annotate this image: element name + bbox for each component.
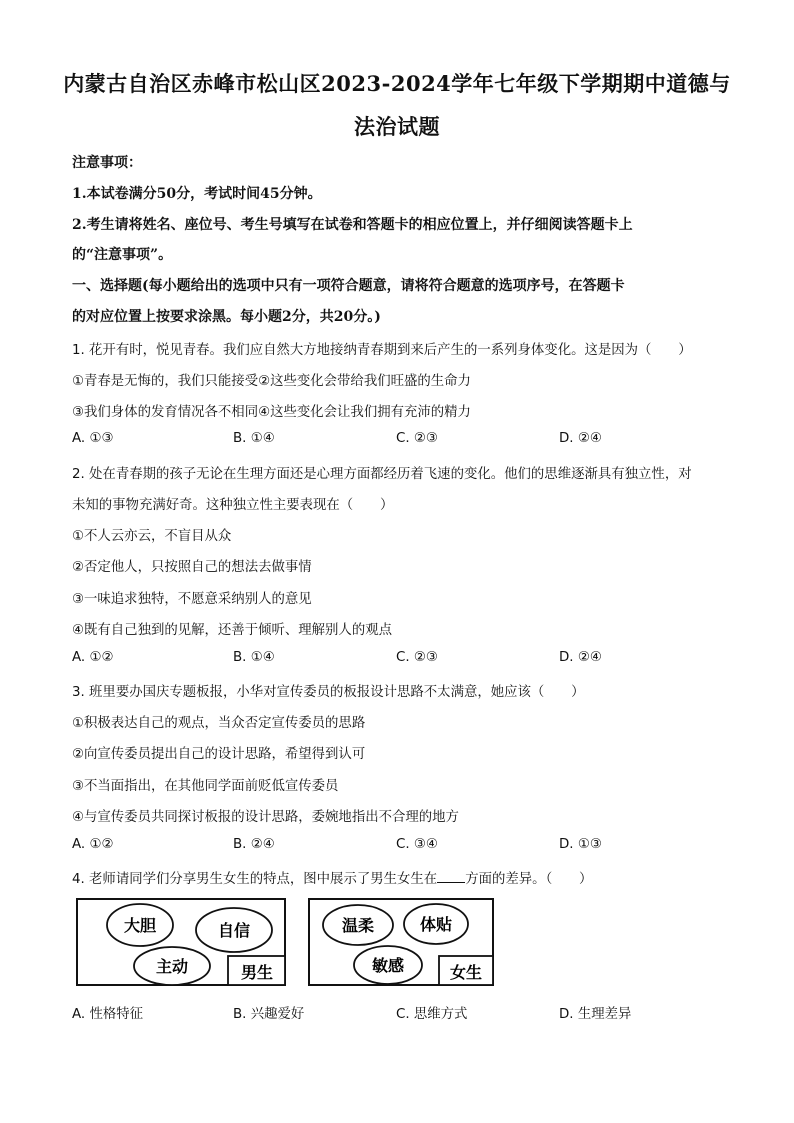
question-3-statement: ④与宣传委员共同探讨板报的设计思路，委婉地指出不合理的地方 bbox=[72, 810, 459, 825]
figure-label-boys: 男生 bbox=[240, 963, 274, 982]
option-a[interactable]: A. ①② bbox=[72, 837, 114, 852]
answer-blank bbox=[437, 869, 465, 883]
option-b[interactable]: B. ①④ bbox=[233, 650, 275, 665]
notice-item-2-cont: 的“注意事项”。 bbox=[72, 247, 173, 263]
section-heading: 一、选择题(每小题给出的选项中只有一项符合题意，请将符合题意的选项序号，在答题卡 bbox=[72, 278, 625, 294]
trait-text: 大胆 bbox=[123, 916, 157, 935]
exam-title-line-1: 内蒙古自治区赤峰市松山区2023-2024学年七年级下学期期中道德与 bbox=[63, 71, 731, 96]
question-3-stem: 3. 班里要办国庆专题板报，小华对宣传委员的板报设计思路不太满意，她应该（ ） bbox=[72, 685, 585, 700]
question-3-statement: ③不当面指出，在其他同学面前贬低宣传委员 bbox=[72, 779, 339, 794]
question-4-stem-after: 方面的差异。（ ） bbox=[465, 872, 593, 887]
question-2-stem: 2. 处在青春期的孩子无论在生理方面还是心理方面都经历着飞速的变化。他们的思维逐渐具有独立性，对 bbox=[72, 467, 692, 482]
trait-text: 敏感 bbox=[371, 956, 405, 975]
section-heading-cont: 的对应位置上按要求涂黑。每小题2分，共20分。) bbox=[72, 309, 381, 325]
option-a[interactable]: A. 性格特征 bbox=[72, 1007, 143, 1022]
question-2-options bbox=[72, 650, 732, 670]
option-c[interactable]: C. ②③ bbox=[396, 650, 438, 665]
trait-text: 温柔 bbox=[341, 916, 375, 935]
notice-heading: 注意事项： bbox=[72, 155, 142, 171]
notice-item-1: 1.本试卷满分50分，考试时间45分钟。 bbox=[72, 186, 322, 202]
question-1-statement: ③我们身体的发育情况各不相同④这些变化会让我们拥有充沛的精力 bbox=[72, 405, 471, 420]
option-a[interactable]: A. ①③ bbox=[72, 431, 114, 446]
trait-text: 体贴 bbox=[419, 915, 453, 934]
girls-traits-figure bbox=[308, 898, 496, 992]
option-d[interactable]: D. ②④ bbox=[559, 650, 602, 665]
question-4-stem bbox=[72, 868, 732, 887]
option-d[interactable]: D. ①③ bbox=[559, 837, 602, 852]
question-3-options bbox=[72, 837, 732, 857]
question-2-statement: ③一味追求独特，不愿意采纳别人的意见 bbox=[72, 592, 312, 607]
question-2-statement: ②否定他人，只按照自己的想法去做事情 bbox=[72, 560, 312, 575]
option-d[interactable]: D. ②④ bbox=[559, 431, 602, 446]
question-1-stem: 1. 花开有时，悦见青春。我们应自然大方地接纳青春期到来后产生的一系列身体变化。这是因为（ ） bbox=[72, 343, 692, 358]
question-3-statement: ①积极表达自己的观点，当众否定宣传委员的思路 bbox=[72, 716, 366, 731]
trait-text: 主动 bbox=[155, 957, 189, 976]
option-c[interactable]: C. ③④ bbox=[396, 837, 438, 852]
question-4-options bbox=[72, 1003, 732, 1023]
question-2-statement: ①不人云亦云，不盲目从众 bbox=[72, 529, 232, 544]
question-2-stem-cont: 未知的事物充满好奇。这种独立性主要表现在（ ） bbox=[72, 498, 394, 513]
option-c[interactable]: C. 思维方式 bbox=[396, 1007, 468, 1022]
option-b[interactable]: B. ②④ bbox=[233, 837, 275, 852]
trait-text: 自信 bbox=[217, 921, 251, 940]
question-1-statement: ①青春是无悔的，我们只能接受②这些变化会带给我们旺盛的生命力 bbox=[72, 374, 471, 389]
boys-traits-figure bbox=[76, 898, 288, 992]
option-c[interactable]: C. ②③ bbox=[396, 431, 438, 446]
option-b[interactable]: B. 兴趣爱好 bbox=[233, 1007, 305, 1022]
option-a[interactable]: A. ①② bbox=[72, 650, 114, 665]
figure-label-girls: 女生 bbox=[449, 963, 483, 982]
exam-title-line-2: 法治试题 bbox=[354, 114, 440, 139]
question-3-statement: ②向宣传委员提出自己的设计思路，希望得到认可 bbox=[72, 747, 366, 762]
question-2-statement: ④既有自己独到的见解，还善于倾听、理解别人的观点 bbox=[72, 623, 392, 638]
question-1-options bbox=[72, 431, 732, 451]
option-b[interactable]: B. ①④ bbox=[233, 431, 275, 446]
question-4-stem-before: 4. 老师请同学们分享男生女生的特点，图中展示了男生女生在 bbox=[72, 872, 438, 887]
notice-item-2: 2.考生请将姓名、座位号、考生号填写在试卷和答题卡的相应位置上，并仔细阅读答题卡上 bbox=[72, 217, 633, 233]
option-d[interactable]: D. 生理差异 bbox=[559, 1007, 632, 1022]
